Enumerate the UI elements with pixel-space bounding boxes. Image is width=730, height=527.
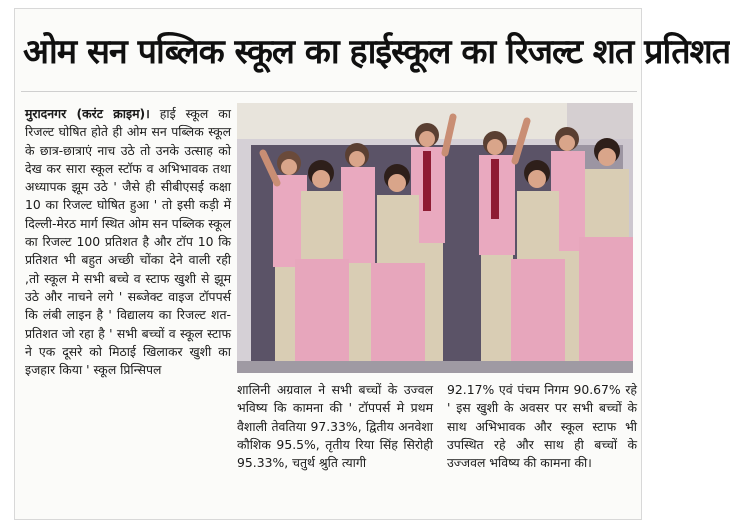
headline: ओम सन पब्लिक स्कूल का हाईस्कूल का रिजल्ट शत प्रतिशत — [23, 32, 730, 72]
article-column-3: 92.17% एवं पंचम निगम 90.67% रहे ' इस खुशी के अवसर पर सभी बच्चों के साथ अभिभावक और स्कूल स्टाफ भी उपस्थित रहे और साथ ही बच्चों के उज्जवल भविष्य की कामना की। — [447, 382, 637, 471]
students-celebrating-icon — [237, 103, 633, 373]
article-column-2: शालिनी अग्रवाल ने सभी बच्चों के उज्वल भविष्य कि कामना की ' टॉपपर्स मे प्रथम वैशाली तेवतिया 97.33%, द्वितीय अनवेशा कौशिक 95.5%, तृतीय रिया सिंह सिरोही 95.33%, चतुर्थ श्रुति त्यागी — [237, 382, 433, 471]
dateline: मुरादनगर (करंट क्राइम)। — [25, 106, 150, 121]
column-1-text: हाई स्कूल का रिजल्ट घोषित होते ही ओम सन पब्लिक स्कूल के छात्र-छात्राएं नाच उठे तो उनके उत्साह को देख कर सारा स्कूल स्टॉफ व अभिभावक तथा अध्यापक झूम उठे ' जैसे ही सीबीएसई कक्षा 10 का रिजल्ट घोषित हुआ ' तो इसी कड़ी में दिल्ली-मेरठ मार्ग स्थित ओम सन पब्लिक स्कूल का रिजल्ट 100 प्रतिशत है और टॉप 10 कि प्रतिशत भी बहुत अच्छी चोंका देने वाली रही ,तो स्कूल मे सभी बच्चे व स्टाफ खुशी से झूम उठे और नाचने लगे ' सब्जेक्ट वाइज टॉपपर्स कि लंबी लाइन है ' विद्यालय का रिजल्ट शत-प्रतिशत जो रहा है ' सभी बच्चों व स्कूल स्टाफ ने एक दूसरे को मिठाई खिलाकर खुशी का इजहार किया ' स्कूल प्रिन्सिपल — [25, 106, 231, 378]
students-photo — [237, 103, 633, 373]
article-column-1 — [25, 105, 231, 511]
newspaper-clipping — [14, 8, 730, 520]
headline-divider — [21, 91, 637, 92]
